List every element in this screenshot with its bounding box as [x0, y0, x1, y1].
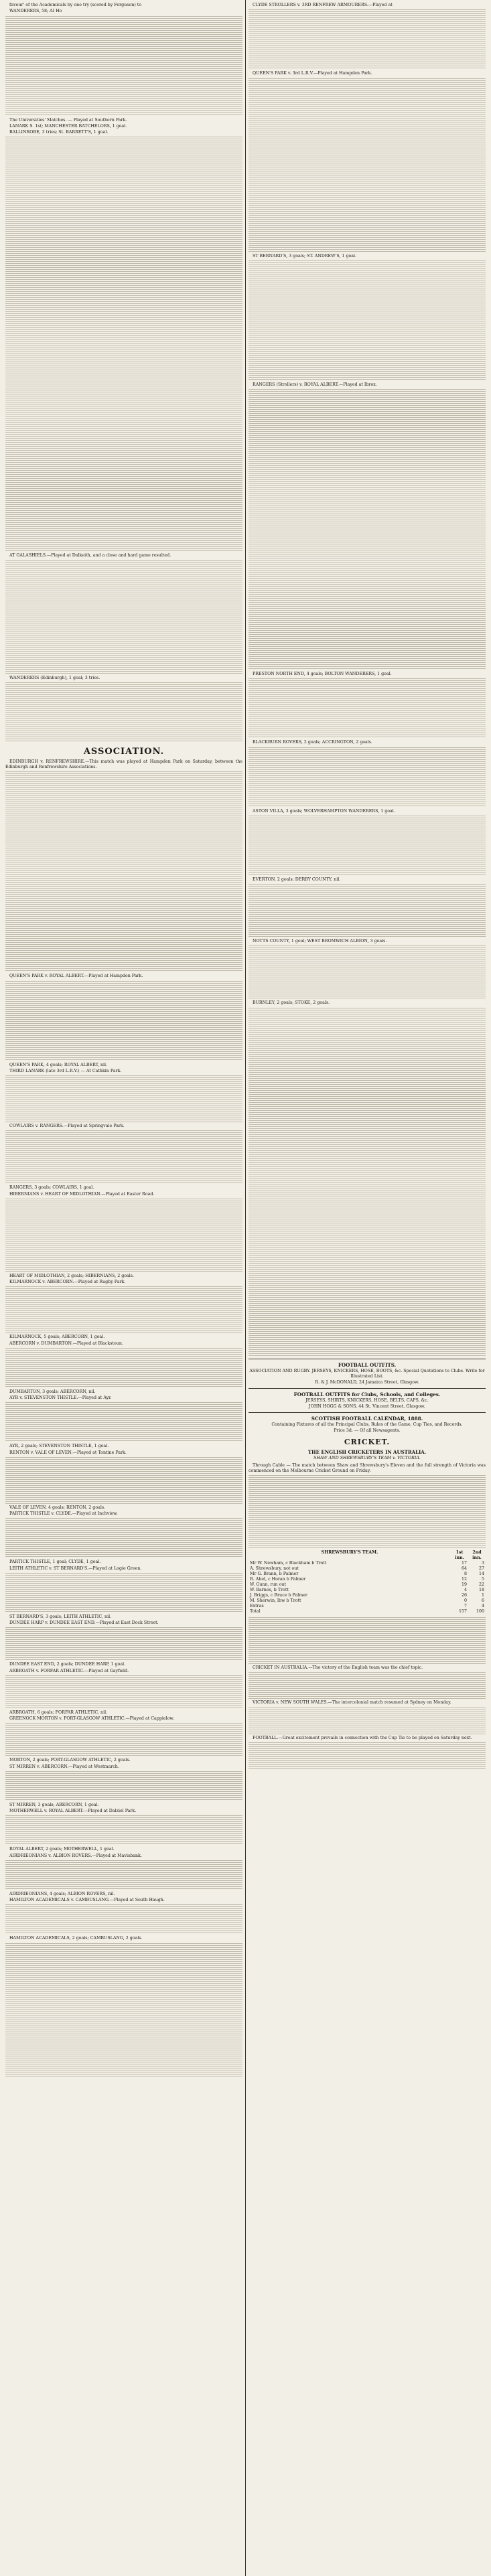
faded-text-block: [249, 1708, 486, 1734]
match-result: HEART OF MIDLOTHIAN, 2 goals; HIBERNIANS, 2 goals.: [9, 1273, 135, 1278]
faded-text-block: [249, 747, 486, 808]
table-row: [249, 1593, 486, 1598]
match-result: ASTON VILLA, 3 goals; WOLVERHAMPTON WANDERERS, 1 goal.: [253, 808, 395, 814]
scorecard-header-team: SHREWSBURY'S TEAM.: [321, 1550, 378, 1555]
score-1: 4: [464, 1588, 467, 1592]
faded-text-block: [5, 1815, 242, 1845]
match-result: ST MIRREN, 3 goals; ABERCORN, 1 goal.: [9, 1802, 99, 1807]
score-2: 14: [478, 1572, 484, 1576]
scorecard-header-2nd: 2nd inn.: [472, 1550, 482, 1560]
table-row: [249, 1598, 486, 1604]
score-1: 64: [461, 1566, 467, 1571]
match-heading: COWLAIRS v. RANGERS.—Played at Springvale Park.: [9, 1124, 125, 1128]
total-2: 100: [476, 1609, 484, 1614]
faded-text-block: [5, 137, 242, 552]
right-column: [249, 3, 486, 2573]
score-1: 17: [461, 1561, 467, 1566]
text-line: BALLINROBE, 3 tries; St. BARRETT'S, 1 goal.: [9, 130, 109, 135]
section-heading-association: ASSOCIATION.: [83, 746, 165, 757]
cricket-subheading: THE ENGLISH CRICKETERS IN AUSTRALIA.: [307, 1448, 427, 1455]
match-result: NOTTS COUNTY, 1 goal; WEST BROMWICH ALBION, 3 goals.: [253, 939, 387, 943]
batsman: M. Sherwin, lbw b Trott: [250, 1598, 301, 1603]
score-1: 7: [464, 1604, 467, 1608]
batsman: Extras: [250, 1604, 264, 1608]
match-heading: HAMILTON ACADEMICALS v. CAMBUSLANG.—Played at South Haugh.: [9, 1898, 165, 1902]
ad-body: JERSEYS, SHIRTS, KNICKERS, HOSE, BELTS, CAPS, &c.: [305, 1397, 429, 1403]
batsman: A. Shrewsbury, not out: [250, 1566, 299, 1571]
scorecard-header: [249, 1550, 486, 1561]
text-line: FOOTBALL.—Great excitement prevails in connection with the Cup Tie to be played on Saturday next.: [253, 1735, 472, 1740]
total-label: Total: [250, 1609, 261, 1614]
match-result: BURNLEY, 2 goals; STOKE, 2 goals.: [253, 1000, 330, 1006]
text-line: favour' of the Academicals by one try (scored by Ferguson) to: [9, 3, 142, 7]
text-line: WANDERERS, 58; AI Ho: [9, 9, 62, 14]
match-heading: PARTICK THISTLE v. CLYDE.—Played at Inchview.: [9, 1511, 118, 1516]
faded-text-block: [5, 1518, 242, 1558]
faded-text-block: [249, 389, 486, 670]
match-heading: HIBERNIANS v. HEART OF MIDLOTHIAN.—Played at Easter Road.: [9, 1191, 155, 1197]
table-row: [249, 1561, 486, 1566]
faded-text-block: [5, 1402, 242, 1442]
cricket-subheading-2: SHAW AND SHREWSBURY'S TEAM v. VICTORIA.: [313, 1455, 421, 1460]
match-heading: MOTHERWELL v. ROYAL ALBERT.—Played at Dalziel Park.: [9, 1809, 137, 1813]
score-2: 4: [481, 1604, 484, 1608]
cricket-lead: Through Cable — The match between Shaw and Shrewsbury's Eleven and the full strength of Victoria was commenced on the Melbourne Cricket Ground on Friday.: [249, 1462, 486, 1473]
faded-text-block: [249, 1475, 486, 1549]
score-2: 5: [481, 1577, 484, 1582]
faded-text-block: [5, 682, 242, 743]
advertisement-football-outfits: [249, 1359, 486, 1385]
text-line: CLYDE STROLLERS v. 3RD RENFREW ARMOURERS.—Played at: [253, 3, 393, 7]
match-result: PARTICK THISTLE, 1 goal; CLYDE, 1 goal.: [9, 1560, 101, 1565]
score-1: 0: [464, 1598, 467, 1603]
score-1: 19: [461, 1582, 467, 1587]
text-line: WANDERERS (Edinburgh), 1 goal; 3 tries.: [9, 675, 100, 680]
text-line: CRICKET IN AUSTRALIA.—The victory of the English team was the chief topic.: [253, 1665, 423, 1670]
faded-text-block: [5, 1723, 242, 1756]
faded-text-block: [249, 884, 486, 937]
match-result: KILMARNOCK, 5 goals; ABERCORN, 1 goal.: [9, 1335, 105, 1340]
faded-text-block: [5, 1860, 242, 1890]
faded-text-block: [5, 1904, 242, 1935]
ad-title: FOOTBALL OUTFITS.: [338, 1361, 397, 1368]
faded-text-block: [5, 1075, 242, 1122]
match-result: MORTON, 2 goals; PORT-GLASGOW ATHLETIC, 2 goals.: [9, 1758, 131, 1763]
table-row: [249, 1577, 486, 1582]
faded-text-block: [5, 1675, 242, 1709]
score-2: 18: [478, 1588, 484, 1592]
batsman: Mr W. Newham, c Blackham b Trott: [250, 1561, 327, 1566]
match-heading: ABERCORN v. DUMBARTON.—Played at Blackstoun.: [9, 1341, 123, 1346]
scorecard-header-1st: 1st inn.: [455, 1550, 464, 1560]
faded-text-block: [249, 78, 486, 252]
report-lead: EDINBURGH v. RENFREWSHIRE.—This match was played at Hampden Park on Saturday, between the Edinburgh and Renfrewshire Associations.: [5, 759, 242, 769]
match-result: DUMBARTON, 3 goals; ABERCORN, nil.: [9, 1389, 96, 1394]
ad-body: Containing Fixtures of all the Principal Clubs, Rules of the Game, Cup Ties, and Records.: [271, 1422, 463, 1427]
match-heading: AYR v. STEVENSTON THISTLE.—Played at Ayr.: [9, 1395, 112, 1400]
advertisement-football-calendar: [249, 1412, 486, 1434]
table-row: [249, 1566, 486, 1572]
faded-text-block: [249, 1617, 486, 1664]
text-line: RANGERS (Strollers) v. ROYAL ALBERT.—Played at Ibrox.: [253, 382, 377, 387]
ad-address: Price 3d. — Of all Newsagents.: [334, 1428, 401, 1433]
match-heading: RENTON v. VALE OF LEVEN.—Played at Tontine Park.: [9, 1450, 127, 1455]
table-row-total: [249, 1609, 486, 1614]
match-result: ARBROATH, 6 goals; FORFAR ATHLETIC, nil.: [9, 1710, 108, 1715]
match-result: AIRDRIEONIANS, 4 goals; ALBION ROVERS, nil.: [9, 1891, 115, 1896]
faded-text-block: [5, 1286, 242, 1333]
faded-text-block: [5, 1943, 242, 2077]
batsman: R. Abel, c Horan b Palmer: [250, 1577, 306, 1582]
match-heading: ARBROATH v. FORFAR ATHLETIC.—Played at Gayfield.: [9, 1668, 129, 1673]
match-result: ST BERNARD'S, 3 goals; LEITH ATHLETIC, nil.: [9, 1614, 112, 1619]
ad-body: ASSOCIATION AND RUGBY. JERSEYS, KNICKERS, HOSE, BOOTS, &c. Special Quotations to Clubs. Write for Illustrated List.: [249, 1368, 485, 1379]
match-heading: QUEEN'S PARK v. ROYAL ALBERT.—Played at Hampden Park.: [9, 974, 143, 979]
match-result: AYR, 2 goals; STEVENSTON THISTLE, 1 goal.: [9, 1444, 109, 1449]
batsman: W. Gunn, run out: [250, 1582, 287, 1587]
table-row: [249, 1582, 486, 1588]
match-result: RANGERS, 3 goals; COWLAIRS, 1 goal.: [9, 1185, 94, 1191]
table-row: [249, 1588, 486, 1593]
faded-text-block: [5, 560, 242, 674]
ad-address: JOHN HOGG & SONS, 44 St. Vincent Street, Glasgow.: [309, 1404, 425, 1409]
match-heading: AIRDRIEONIANS v. ALBION ROVERS.—Played at Mavisbank.: [9, 1853, 142, 1858]
faded-text-block: [249, 678, 486, 739]
faded-text-block: [5, 1771, 242, 1801]
score-2: 1: [481, 1593, 484, 1598]
faded-text-block: [5, 1199, 242, 1272]
score-2: 27: [478, 1566, 484, 1571]
batsman: J. Briggs, c Bruce b Palmer: [250, 1593, 307, 1598]
advertisement-club-outfits: [249, 1388, 486, 1410]
total-1: 157: [458, 1609, 467, 1614]
match-result: QUEEN'S PARK, 4 goals; ROYAL ALBERT, nil.: [9, 1062, 108, 1067]
score-1: 8: [464, 1572, 467, 1576]
score-1: 12: [461, 1577, 467, 1582]
text-line: VICTORIA v. NEW SOUTH WALES.—The intercolonial match resumed at Sydney on Monday.: [253, 1700, 451, 1706]
column-rule: [245, 0, 246, 2576]
score-2: 6: [481, 1598, 484, 1603]
match-result: VALE OF LEVEN, 4 goals; RENTON, 2 goals.: [9, 1505, 106, 1510]
text-line: QUEEN'S PARK v. 3rd L.R.V.—Played at Hampden Park.: [253, 71, 372, 76]
faded-text-block: [5, 1627, 242, 1661]
match-result: BLACKBURN ROVERS, 2 goals; ACCRINGTON, 2 goals.: [253, 740, 373, 745]
score-2: 22: [478, 1582, 484, 1587]
text-line: LANARK S. 1st; MANCHESTER BATCHELORS, 1 goal.: [9, 123, 127, 129]
faded-text-block: [5, 1573, 242, 1613]
match-heading: THIRD LANARK (late 3rd L.R.V.) — At Cathkin Park.: [9, 1068, 122, 1073]
match-result: PRESTON NORTH END, 4 goals; BOLTON WANDERERS, 1 goal.: [253, 672, 392, 676]
match-result: EVERTON, 2 goals; DERBY COUNTY, nil.: [253, 877, 341, 882]
match-heading: ST MIRREN v. ABERCORN.—Played at Westmarch.: [9, 1764, 119, 1769]
faded-text-block: [249, 1672, 486, 1699]
match-result: DUNDEE EAST END, 2 goals; DUNDEE HARP, 1 goal.: [9, 1662, 126, 1667]
faded-text-block: [249, 260, 486, 381]
table-row: [249, 1572, 486, 1577]
text-line: AT GALASHIELS.—Played at Dalkeith, and a close and hard game resulted.: [9, 553, 171, 558]
ad-title: FOOTBALL OUTFITS for Clubs, Schools, and Colleges.: [293, 1391, 441, 1397]
match-result: HAMILTON ACADEMICALS, 2 goals; CAMBUSLANG, 2 goals.: [9, 1936, 143, 1941]
faded-text-block: [5, 16, 242, 117]
faded-text-block: [249, 945, 486, 999]
table-row: [249, 1604, 486, 1609]
faded-text-block: [249, 9, 486, 70]
faded-text-block: [5, 1130, 242, 1184]
match-result: ROYAL ALBERT, 2 goals; MOTHERWELL, 1 goal.: [9, 1847, 115, 1852]
ad-title: SCOTTISH FOOTBALL CALENDAR, 1888.: [311, 1415, 423, 1422]
text-line: The Universities' Matches. — Played at Southern Park.: [9, 117, 127, 123]
batsman: Mr G. Brann, b Palmer: [250, 1572, 299, 1576]
match-heading: DUNDEE HARP v. DUNDEE EAST END.—Played at East Dock Street.: [9, 1620, 159, 1625]
faded-text-block: [249, 1742, 486, 1769]
match-heading: KILMARNOCK v. ABERCORN.—Played at Rugby Park.: [9, 1280, 126, 1284]
intro-block: [5, 3, 242, 743]
faded-text-block: [5, 1457, 242, 1504]
ad-address: R. & J. McDONALD, 24 Jamaica Street, Glasgow.: [315, 1379, 419, 1385]
faded-text-block: [5, 1348, 242, 1388]
section-heading-cricket: CRICKET.: [344, 1437, 391, 1446]
faded-text-block: [249, 1008, 486, 1356]
left-column: [5, 3, 242, 2573]
text-line: ST BERNARD'S, 3 goals; ST. ANDREW'S, 1 goal.: [253, 253, 357, 258]
faded-text-block: [5, 981, 242, 1061]
faded-text-block: [249, 816, 486, 876]
match-heading: GREENOCK MORTON v. PORT-GLASGOW ATHLETIC.—Played at Cappielow.: [9, 1716, 175, 1721]
faded-text-block: [5, 771, 242, 972]
score-2: 3: [481, 1561, 484, 1566]
scorecard-table: [249, 1550, 486, 1614]
score-1: 26: [461, 1593, 467, 1598]
batsman: W. Barnes, b Trott: [250, 1588, 289, 1592]
match-heading: LEITH ATHLETIC v. ST BERNARD'S.—Played at Logie Green.: [9, 1566, 142, 1571]
